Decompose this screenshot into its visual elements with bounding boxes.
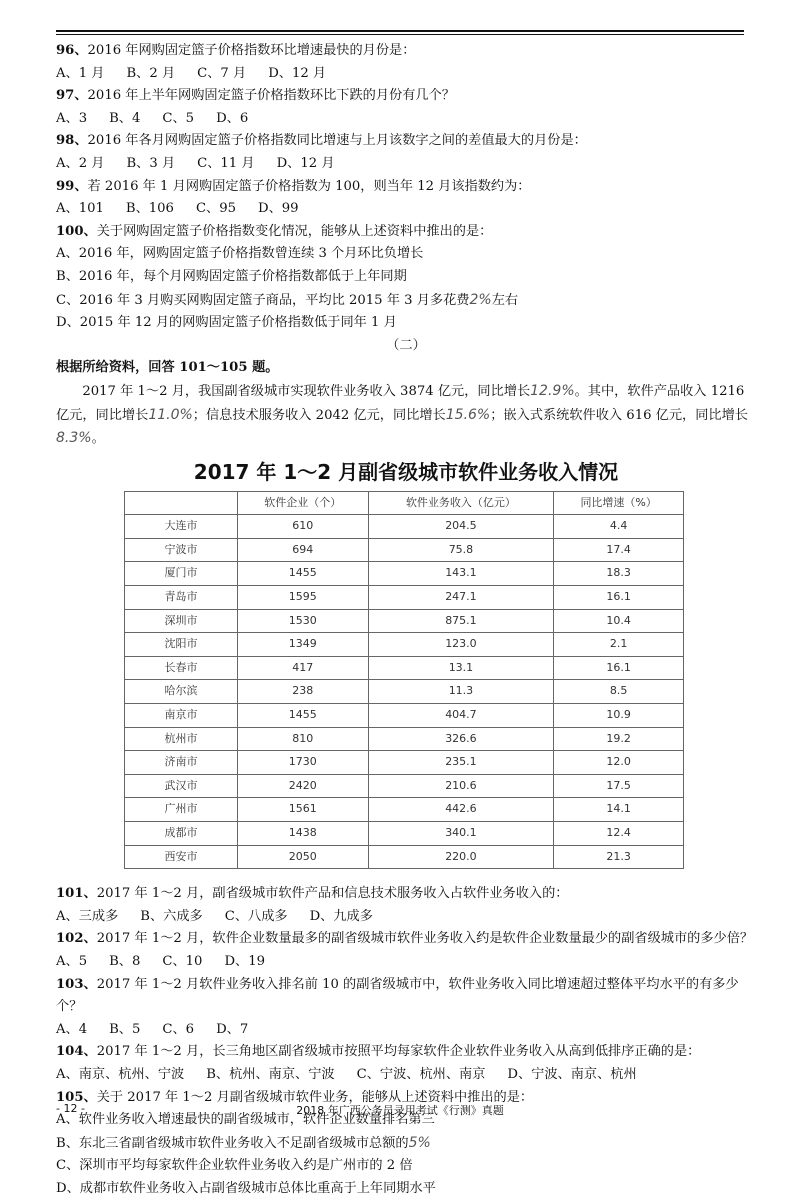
question-98: 98、2016 年各月网购固定篮子价格指数同比增速与上月该数字之间的差值最大的月份是： A、2 月 B、3 月 C、11 月 D、12 月 — [56, 130, 756, 175]
growth-it-service: 15.6% — [445, 406, 491, 423]
question-options — [56, 153, 756, 176]
question-text: 2016 年各月网购固定篮子价格指数同比增速与上月该数字之间的差值最大的月份是： — [87, 133, 587, 149]
option-a: A、3 — [56, 110, 88, 126]
table-cell: 404.7 — [368, 704, 554, 728]
footer-title: 2018 年广西公务员录用考试《行测》真题 — [296, 1104, 504, 1117]
table-header-cell: 软件企业（个） — [238, 491, 369, 515]
table-cell: 326.6 — [368, 727, 554, 751]
option-b: B、杭州、南京、宁波 — [206, 1066, 335, 1082]
option-c: C、11 月 — [197, 155, 255, 171]
question-text: 关于 2017 年 1～2 月副省级城市软件业务，能够从上述资料中推出的是： — [96, 1089, 534, 1105]
option-c: C、5 — [162, 110, 195, 126]
percent-value: 2% — [469, 291, 492, 308]
data-paragraph: 2017 年 1～2 月，我国副省级城市实现软件业务收入 3874 亿元，同比增长12.9%。其中，软件产品收入 1216 亿元，同比增长11.0%；信息技术服务收入 2042 亿元，同比增长15.6%；嵌入式系统软件收入 616 亿元，同比增长8.3%。 — [56, 382, 748, 447]
table-row — [125, 680, 684, 704]
table-cell: 18.3 — [554, 562, 684, 586]
table-cell: 10.9 — [554, 704, 684, 728]
table-header-cell: 同比增速（%） — [554, 491, 684, 515]
table-cell: 2.1 — [554, 633, 684, 657]
table-cell: 220.0 — [368, 845, 554, 869]
question-options — [56, 906, 756, 929]
table-cell: 247.1 — [368, 586, 554, 610]
table-cell: 694 — [238, 538, 369, 562]
question-104: 104、2017 年 1～2 月，长三角地区副省级城市按照平均每家软件企业软件业务收入从高到低排序正确的是： A、南京、杭州、宁波 B、杭州、南京、宁波 C、宁波、杭州、南京 D、宁波、南京、杭州 — [56, 1041, 756, 1086]
city-name: 杭州市 — [125, 727, 238, 751]
question-text: 2017 年 1～2 月，软件企业数量最多的副省级城市软件业务收入约是软件企业数量最少的副省级城市的多少倍？ — [96, 931, 754, 947]
option-c: C、6 — [162, 1021, 195, 1037]
city-name: 宁波市 — [125, 538, 238, 562]
option-a: A、软件业务收入增速最快的副省级城市，软件企业数量排名第三 — [56, 1112, 435, 1128]
table-row — [125, 562, 684, 586]
option-b: B、六成多 — [140, 908, 203, 924]
option-d: D、12 月 — [276, 155, 335, 171]
option-a: A、4 — [56, 1021, 88, 1037]
question-99: 99、若 2016 年 1 月网购固定篮子价格指数为 100，则当年 12 月该指数约为： A、101 B、106 C、95 D、99 — [56, 176, 756, 221]
question-text: 2016 年网购固定篮子价格指数环比增速最快的月份是： — [87, 43, 416, 58]
option-d: D、宁波、南京、杭州 — [507, 1066, 637, 1082]
table-cell: 1349 — [238, 633, 369, 657]
option-b: B、2016 年，每个月网购固定篮子价格指数都低于上年同期 — [56, 268, 407, 284]
table-cell: 14.1 — [554, 798, 684, 822]
table-cell: 16.1 — [554, 586, 684, 610]
table-cell: 10.4 — [554, 609, 684, 633]
revenue-table — [124, 491, 684, 870]
table-cell: 204.5 — [368, 515, 554, 539]
city-name: 厦门市 — [125, 562, 238, 586]
question-options — [56, 951, 756, 974]
page-number: - 12 - — [56, 1102, 85, 1115]
table-row — [125, 774, 684, 798]
table-cell: 1530 — [238, 609, 369, 633]
question-105: 105、关于 2017 年 1～2 月副省级城市软件业务，能够从上述资料中推出的是： A、软件业务收入增速最快的副省级城市，软件企业数量排名第三 B、东北三省副省级城市软件业务收入不足副省级城市总额的5% C、深圳市平均每家软件企业软件业务收入约是广州市的 2 倍 D、成都市软件业务收入占副省级城市总体比重高于上年同期水平 — [56, 1087, 756, 1201]
question-number: 105 — [56, 1089, 84, 1105]
section-mark: （二） — [386, 337, 426, 353]
question-text: 2017 年 1～2 月，副省级城市软件产品和信息技术服务收入占软件业务收入的： — [96, 886, 569, 902]
question-number: 104 — [56, 1044, 84, 1060]
table-cell: 17.4 — [554, 538, 684, 562]
option-a: A、5 — [56, 953, 88, 969]
table-row — [125, 845, 684, 869]
question-text: 关于网购固定篮子价格指数变化情况，能够从上述资料中推出的是： — [96, 223, 493, 239]
section-intro: 根据所给资料，回答 101～105 题。 — [56, 360, 279, 376]
table-header-row — [125, 491, 684, 515]
option-c: C、深圳市平均每家软件企业软件业务收入约是广州市的 2 倍 — [56, 1158, 413, 1174]
table-cell: 610 — [238, 515, 369, 539]
question-number: 98 — [56, 133, 75, 149]
table-cell: 810 — [238, 727, 369, 751]
option-a: A、2016 年，网购固定篮子价格指数曾连续 3 个月环比负增长 — [56, 246, 424, 262]
table-row — [125, 727, 684, 751]
question-number: 96 — [56, 43, 75, 58]
table-cell: 4.4 — [554, 515, 684, 539]
option-c: C、2016 年 3 月购买网购固定篮子商品，平均比 2015 年 3 月多花费2%左右 — [56, 291, 519, 308]
question-number: 102 — [56, 931, 84, 947]
option-d: D、12 月 — [268, 65, 327, 81]
table-cell: 875.1 — [368, 609, 554, 633]
table-cell: 1595 — [238, 586, 369, 610]
question-number: 100 — [56, 223, 84, 239]
city-name: 武汉市 — [125, 774, 238, 798]
table-cell: 2050 — [238, 845, 369, 869]
table-header-cell — [125, 491, 238, 515]
option-d: D、成都市软件业务收入占副省级城市总体比重高于上年同期水平 — [56, 1180, 436, 1196]
table-cell: 21.3 — [554, 845, 684, 869]
question-list-b — [56, 883, 756, 1086]
table-row — [125, 609, 684, 633]
table-row — [125, 538, 684, 562]
table-cell: 11.3 — [368, 680, 554, 704]
question-options — [56, 63, 756, 86]
question-text: 若 2016 年 1 月网购固定篮子价格指数为 100，则当年 12 月该指数约为： — [87, 178, 531, 194]
table-cell: 123.0 — [368, 633, 554, 657]
question-102: 102、2017 年 1～2 月，软件企业数量最多的副省级城市软件业务收入约是软件企业数量最少的副省级城市的多少倍？ A、5 B、8 C、10 D、19 — [56, 928, 756, 973]
table-cell: 1438 — [238, 822, 369, 846]
option-c: C、宁波、杭州、南京 — [356, 1066, 486, 1082]
option-b: B、4 — [109, 110, 141, 126]
growth-total: 12.9% — [530, 382, 575, 399]
table-row — [125, 586, 684, 610]
header-rule-thin — [56, 34, 744, 35]
table-cell: 1455 — [238, 562, 369, 586]
option-b: B、东北三省副省级城市软件业务收入不足副省级城市总额的5% — [56, 1134, 431, 1151]
page-content — [56, 40, 756, 1201]
table-cell: 2420 — [238, 774, 369, 798]
city-name: 南京市 — [125, 704, 238, 728]
option-b: B、8 — [109, 953, 141, 969]
question-text: 2016 年上半年网购固定篮子价格指数环比下跌的月份有几个？ — [87, 88, 455, 104]
option-b: B、2 月 — [126, 65, 176, 81]
table-cell: 1730 — [238, 751, 369, 775]
percent-value: 5% — [408, 1134, 431, 1151]
table-cell: 75.8 — [368, 538, 554, 562]
question-number: 101 — [56, 886, 84, 902]
table-row — [125, 751, 684, 775]
growth-embedded: 8.3% — [56, 430, 92, 447]
question-text: 2017 年 1～2 月软件业务收入排名前 10 的副省级城市中，软件业务收入同比增速超过整体平均水平的有多少个？ — [56, 976, 739, 1015]
option-a: A、101 — [56, 201, 104, 217]
table-row — [125, 515, 684, 539]
table-cell: 8.5 — [554, 680, 684, 704]
option-d: D、九成多 — [309, 908, 373, 924]
city-name: 青岛市 — [125, 586, 238, 610]
table-row — [125, 704, 684, 728]
question-options — [56, 1019, 756, 1042]
question-96: 96、2016 年网购固定篮子价格指数环比增速最快的月份是： A、1 月 B、2 月 C、7 月 D、12 月 — [56, 40, 756, 85]
city-name: 成都市 — [125, 822, 238, 846]
option-b: B、3 月 — [126, 155, 176, 171]
question-text: 2017 年 1～2 月，长三角地区副省级城市按照平均每家软件企业软件业务收入从高到低排序正确的是： — [96, 1044, 701, 1060]
table-cell: 16.1 — [554, 656, 684, 680]
table-cell: 235.1 — [368, 751, 554, 775]
question-100: 100、关于网购固定篮子价格指数变化情况，能够从上述资料中推出的是： A、2016 年，网购固定篮子价格指数曾连续 3 个月环比负增长 B、2016 年，每个月网购固定篮子价格指数都低于上年同期 C、2016 年 3 月购买网购固定篮子商品，平均比 2015 年 3 月多花费2%左右 D、2015 年 12 月的网购固定篮子价格指数低于同年 1 月 — [56, 221, 756, 335]
table-cell: 143.1 — [368, 562, 554, 586]
table-header-cell: 软件业务收入（亿元） — [368, 491, 554, 515]
option-c: C、7 月 — [197, 65, 247, 81]
question-101: 101、2017 年 1～2 月，副省级城市软件产品和信息技术服务收入占软件业务收入的： A、三成多 B、六成多 C、八成多 D、九成多 — [56, 883, 756, 928]
table-cell: 1455 — [238, 704, 369, 728]
city-name: 深圳市 — [125, 609, 238, 633]
table-cell: 19.2 — [554, 727, 684, 751]
option-b: B、106 — [125, 201, 174, 217]
header-rule — [56, 30, 744, 32]
table-title: 2017 年 1～2 月副省级城市软件业务收入情况 — [193, 459, 619, 484]
question-number: 103 — [56, 976, 84, 992]
city-name: 西安市 — [125, 845, 238, 869]
table-row — [125, 798, 684, 822]
option-c: C、八成多 — [224, 908, 288, 924]
option-a: A、三成多 — [56, 908, 119, 924]
table-row — [125, 656, 684, 680]
question-options — [56, 108, 756, 131]
option-b: B、5 — [109, 1021, 141, 1037]
table-cell: 340.1 — [368, 822, 554, 846]
table-cell: 13.1 — [368, 656, 554, 680]
table-cell: 12.0 — [554, 751, 684, 775]
option-d: D、19 — [224, 953, 265, 969]
option-a: A、2 月 — [56, 155, 105, 171]
growth-product: 11.0% — [148, 406, 193, 423]
question-number: 99 — [56, 178, 75, 194]
city-name: 长春市 — [125, 656, 238, 680]
question-options — [56, 1064, 756, 1087]
table-cell: 442.6 — [368, 798, 554, 822]
option-d: D、2015 年 12 月的网购固定篮子价格指数低于同年 1 月 — [56, 315, 397, 331]
table-cell: 17.5 — [554, 774, 684, 798]
option-d: D、99 — [258, 201, 299, 217]
option-a: A、1 月 — [56, 65, 105, 81]
question-options — [56, 198, 756, 221]
city-name: 大连市 — [125, 515, 238, 539]
table-row — [125, 633, 684, 657]
city-name: 广州市 — [125, 798, 238, 822]
option-a: A、南京、杭州、宁波 — [56, 1066, 185, 1082]
table-cell: 417 — [238, 656, 369, 680]
table-cell: 210.6 — [368, 774, 554, 798]
option-d: D、7 — [216, 1021, 249, 1037]
question-number: 97 — [56, 88, 75, 104]
question-103: 103、2017 年 1～2 月软件业务收入排名前 10 的副省级城市中，软件业务收入同比增速超过整体平均水平的有多少个？ A、4 B、5 C、6 D、7 — [56, 974, 756, 1042]
question-list-a — [56, 40, 756, 221]
option-c: C、95 — [195, 201, 237, 217]
table-cell: 12.4 — [554, 822, 684, 846]
table-cell: 238 — [238, 680, 369, 704]
table-row — [125, 822, 684, 846]
city-name: 哈尔滨 — [125, 680, 238, 704]
question-97: 97、2016 年上半年网购固定篮子价格指数环比下跌的月份有几个？ A、3 B、4 C、5 D、6 — [56, 85, 756, 130]
city-name: 沈阳市 — [125, 633, 238, 657]
city-name: 济南市 — [125, 751, 238, 775]
option-c: C、10 — [162, 953, 203, 969]
option-d: D、6 — [216, 110, 249, 126]
table-cell: 1561 — [238, 798, 369, 822]
